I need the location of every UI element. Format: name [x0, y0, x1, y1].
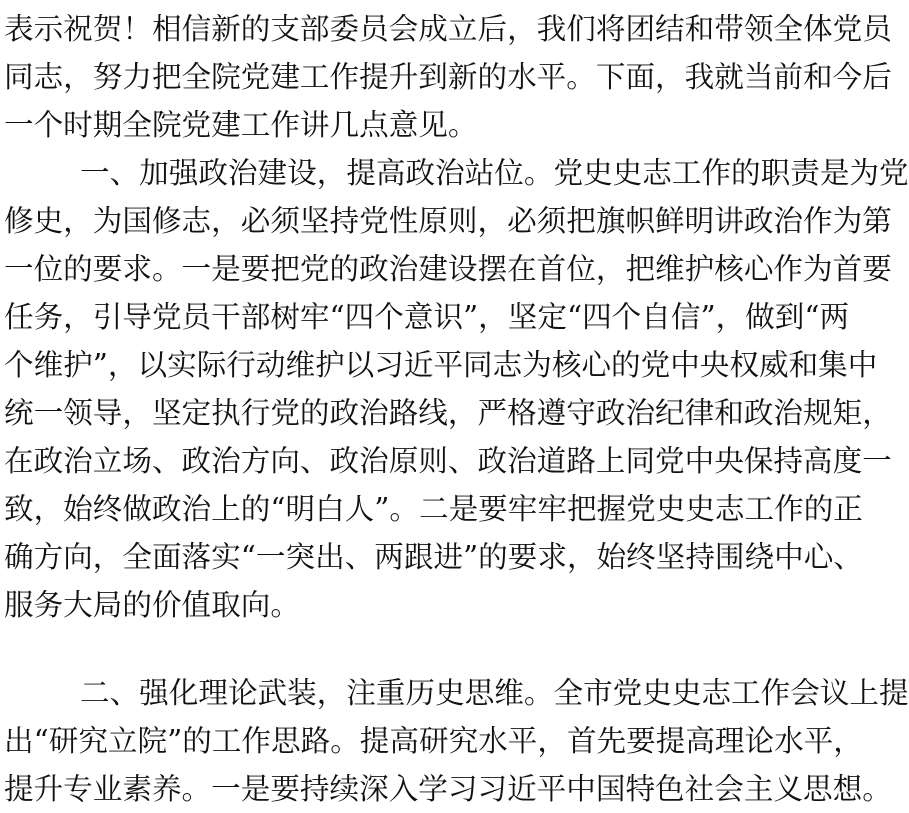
text-line: 任务，引导党员干部树牢“四个意识”，坚定“四个自信”，做到“两 — [4, 300, 850, 334]
text-line: 提升专业素养。一是要持续深入学习习近平中国特色社会主义思想。 — [4, 772, 892, 806]
text-line: 服务大局的价值取向。 — [4, 588, 300, 622]
text-line: 一、加强政治建设，提高政治站位。党史史志工作的职责是为党 — [80, 156, 909, 190]
text-line: 一位的要求。一是要把党的政治建设摆在首位，把维护核心作为首要 — [4, 252, 892, 286]
text-line: 出“研究立院”的工作思路。提高研究水平，首先要提高理论水平， — [4, 724, 863, 758]
text-line: 致，始终做政治上的“明白人”。二是要牢牢把握党史史志工作的正 — [4, 492, 863, 526]
text-line: 一个时期全院党建工作讲几点意见。 — [4, 108, 478, 142]
text-line: 二、强化理论武装，注重历史思维。全市党史史志工作会议上提 — [80, 676, 909, 710]
text-line: 修史，为国修志，必须坚持党性原则，必须把旗帜鲜明讲政治作为第 — [4, 204, 892, 238]
text-line: 个维护”，以实际行动维护以习近平同志为核心的党中央权威和集中 — [4, 348, 878, 382]
text-line: 同志，努力把全院党建工作提升到新的水平。下面，我就当前和今后 — [4, 60, 892, 94]
text-line: 统一领导，坚定执行党的政治路线，严格遵守政治纪律和政治规矩， — [4, 396, 892, 430]
text-line: 表示祝贺！相信新的支部委员会成立后，我们将团结和带领全体党员 — [4, 12, 892, 46]
text-line: 在政治立场、政治方向、政治原则、政治道路上同党中央保持高度一 — [4, 444, 892, 478]
text-line: 确方向，全面落实“一突出、两跟进”的要求，始终坚持围绕中心、 — [4, 540, 863, 574]
